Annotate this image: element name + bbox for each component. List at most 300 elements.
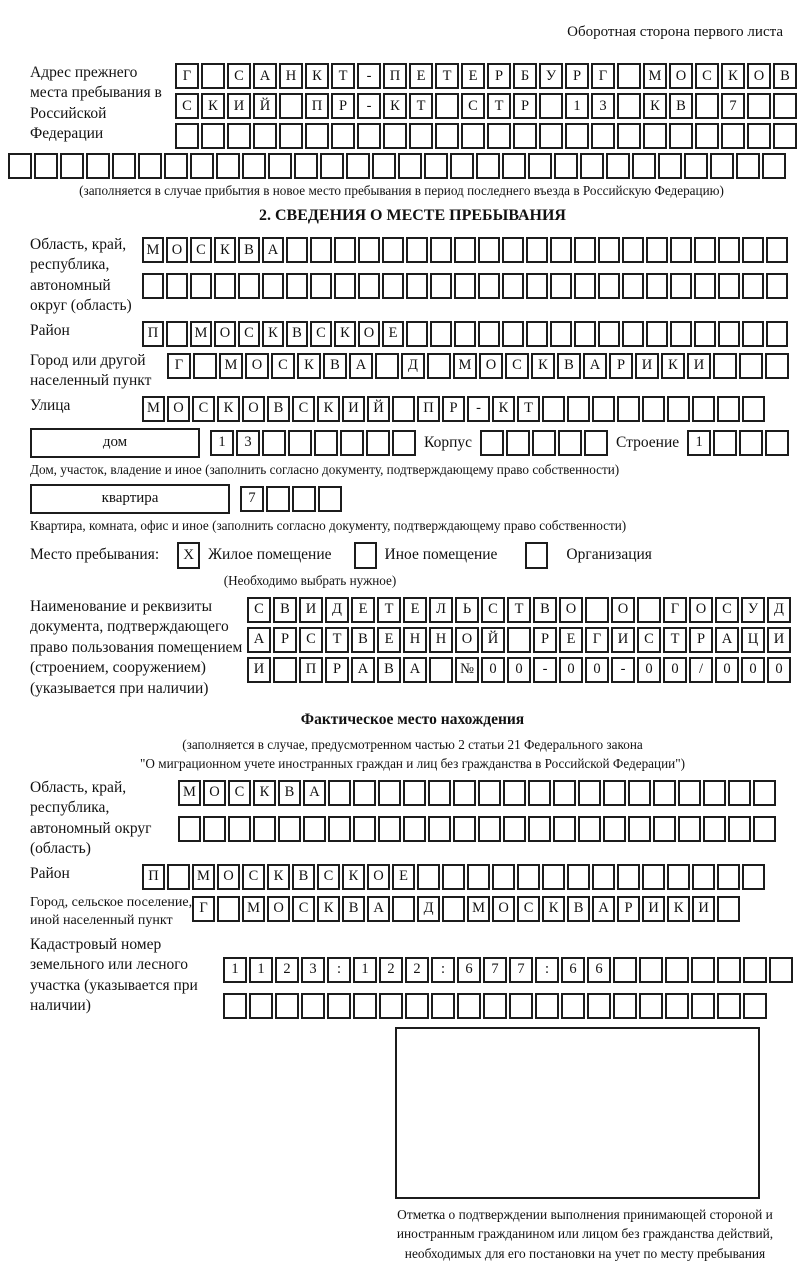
form-cell[interactable]: 7	[509, 957, 533, 983]
form-cell[interactable]: В	[342, 896, 365, 922]
form-cell[interactable]: И	[227, 93, 251, 119]
form-cell[interactable]	[728, 780, 751, 806]
form-cell[interactable]: К	[262, 321, 284, 347]
form-cell[interactable]: 6	[457, 957, 481, 983]
form-cell[interactable]	[478, 321, 500, 347]
form-cell[interactable]	[398, 153, 422, 179]
form-cell[interactable]: М	[192, 864, 215, 890]
form-cell[interactable]	[318, 486, 342, 512]
form-cell[interactable]	[379, 993, 403, 1019]
form-cell[interactable]: П	[417, 396, 440, 422]
form-cell[interactable]: А	[349, 353, 373, 379]
form-cell[interactable]	[353, 816, 376, 842]
form-cell[interactable]: №	[455, 657, 479, 683]
form-cell[interactable]: А	[303, 780, 326, 806]
form-cell[interactable]: -	[467, 396, 490, 422]
form-cell[interactable]	[214, 273, 236, 299]
form-cell[interactable]	[653, 780, 676, 806]
form-cell[interactable]	[632, 153, 656, 179]
form-cell[interactable]	[598, 237, 620, 263]
form-cell[interactable]	[305, 123, 329, 149]
form-cell[interactable]: Т	[507, 597, 531, 623]
form-cell[interactable]: К	[253, 780, 276, 806]
form-cell[interactable]: О	[167, 396, 190, 422]
form-cell[interactable]	[703, 780, 726, 806]
form-cell[interactable]: 7	[483, 957, 507, 983]
form-cell[interactable]: Е	[351, 597, 375, 623]
form-cell[interactable]: 2	[379, 957, 403, 983]
form-cell[interactable]	[766, 237, 788, 263]
form-cell[interactable]	[718, 273, 740, 299]
form-cell[interactable]: 7	[721, 93, 745, 119]
form-cell[interactable]	[392, 896, 415, 922]
form-cell[interactable]: Б	[513, 63, 537, 89]
form-cell[interactable]: К	[667, 896, 690, 922]
form-cell[interactable]	[526, 321, 548, 347]
form-cell[interactable]	[346, 153, 370, 179]
form-cell[interactable]	[717, 993, 741, 1019]
form-cell[interactable]: :	[535, 957, 559, 983]
form-cell[interactable]: Р	[689, 627, 713, 653]
form-cell[interactable]: Т	[377, 597, 401, 623]
form-cell[interactable]: К	[317, 396, 340, 422]
form-cell[interactable]: С	[461, 93, 485, 119]
form-cell[interactable]	[375, 353, 399, 379]
form-cell[interactable]	[392, 396, 415, 422]
form-cell[interactable]: В	[351, 627, 375, 653]
form-cell[interactable]	[403, 780, 426, 806]
form-cell[interactable]	[112, 153, 136, 179]
form-cell[interactable]: 0	[741, 657, 765, 683]
form-cell[interactable]	[717, 896, 740, 922]
form-cell[interactable]	[166, 273, 188, 299]
form-cell[interactable]	[503, 780, 526, 806]
form-cell[interactable]	[164, 153, 188, 179]
form-cell[interactable]	[628, 816, 651, 842]
form-cell[interactable]: Р	[513, 93, 537, 119]
form-cell[interactable]: О	[217, 864, 240, 890]
form-cell[interactable]: О	[455, 627, 479, 653]
form-cell[interactable]: Г	[663, 597, 687, 623]
form-cell[interactable]	[502, 273, 524, 299]
form-cell[interactable]: А	[715, 627, 739, 653]
form-cell[interactable]	[175, 123, 199, 149]
form-cell[interactable]: П	[305, 93, 329, 119]
form-cell[interactable]: -	[357, 63, 381, 89]
form-cell[interactable]	[405, 993, 429, 1019]
form-cell[interactable]	[303, 816, 326, 842]
form-cell[interactable]: С	[271, 353, 295, 379]
form-cell[interactable]	[358, 273, 380, 299]
form-cell[interactable]: 7	[240, 486, 264, 512]
form-cell[interactable]	[535, 993, 559, 1019]
form-cell[interactable]	[467, 864, 490, 890]
form-cell[interactable]	[765, 430, 789, 456]
form-cell[interactable]	[201, 63, 225, 89]
form-cell[interactable]	[773, 93, 797, 119]
form-cell[interactable]: Й	[253, 93, 277, 119]
form-cell[interactable]	[567, 864, 590, 890]
form-cell[interactable]	[667, 396, 690, 422]
form-cell[interactable]: Г	[175, 63, 199, 89]
form-cell[interactable]: С	[481, 597, 505, 623]
form-cell[interactable]	[742, 237, 764, 263]
form-cell[interactable]: С	[238, 321, 260, 347]
form-cell[interactable]	[435, 123, 459, 149]
form-cell[interactable]	[713, 430, 737, 456]
form-cell[interactable]: 2	[275, 957, 299, 983]
form-cell[interactable]	[765, 353, 789, 379]
form-cell[interactable]: С	[695, 63, 719, 89]
form-cell[interactable]: Т	[487, 93, 511, 119]
form-cell[interactable]: Т	[663, 627, 687, 653]
form-cell[interactable]: И	[692, 896, 715, 922]
form-cell[interactable]	[603, 816, 626, 842]
form-cell[interactable]	[509, 993, 533, 1019]
form-cell[interactable]: С	[505, 353, 529, 379]
form-cell[interactable]	[454, 321, 476, 347]
form-cell[interactable]: 0	[637, 657, 661, 683]
form-cell[interactable]	[478, 273, 500, 299]
form-cell[interactable]	[606, 153, 630, 179]
form-cell[interactable]: Т	[409, 93, 433, 119]
form-cell[interactable]	[742, 864, 765, 890]
form-cell[interactable]: С	[299, 627, 323, 653]
form-cell[interactable]: О	[689, 597, 713, 623]
form-cell[interactable]	[517, 864, 540, 890]
form-cell[interactable]	[301, 993, 325, 1019]
form-cell[interactable]: К	[267, 864, 290, 890]
form-cell[interactable]: В	[273, 597, 297, 623]
form-cell[interactable]: О	[611, 597, 635, 623]
form-cell[interactable]	[526, 273, 548, 299]
form-cell[interactable]: К	[383, 93, 407, 119]
form-cell[interactable]	[717, 864, 740, 890]
form-cell[interactable]	[334, 237, 356, 263]
form-cell[interactable]	[227, 123, 251, 149]
form-cell[interactable]	[292, 486, 316, 512]
form-cell[interactable]: П	[383, 63, 407, 89]
form-cell[interactable]	[340, 430, 364, 456]
form-cell[interactable]	[428, 816, 451, 842]
form-cell[interactable]	[617, 93, 641, 119]
form-cell[interactable]	[766, 321, 788, 347]
form-cell[interactable]: М	[242, 896, 265, 922]
form-cell[interactable]	[167, 864, 190, 890]
form-cell[interactable]: К	[214, 237, 236, 263]
form-cell[interactable]: М	[142, 237, 164, 263]
form-cell[interactable]	[532, 430, 556, 456]
form-cell[interactable]: К	[305, 63, 329, 89]
form-cell[interactable]	[358, 237, 380, 263]
form-cell[interactable]	[442, 896, 465, 922]
form-cell[interactable]: 0	[767, 657, 791, 683]
form-cell[interactable]: А	[351, 657, 375, 683]
form-cell[interactable]	[483, 993, 507, 1019]
form-cell[interactable]	[513, 123, 537, 149]
form-cell[interactable]	[266, 486, 290, 512]
form-cell[interactable]: Н	[403, 627, 427, 653]
form-cell[interactable]: В	[286, 321, 308, 347]
form-cell[interactable]: И	[611, 627, 635, 653]
form-cell[interactable]	[550, 237, 572, 263]
form-cell[interactable]	[678, 780, 701, 806]
form-cell[interactable]	[424, 153, 448, 179]
form-cell[interactable]	[717, 396, 740, 422]
form-cell[interactable]	[526, 237, 548, 263]
form-cell[interactable]	[743, 957, 767, 983]
form-cell[interactable]	[617, 864, 640, 890]
form-cell[interactable]	[553, 816, 576, 842]
form-cell[interactable]: Р	[617, 896, 640, 922]
form-cell[interactable]: Р	[609, 353, 633, 379]
form-cell[interactable]	[409, 123, 433, 149]
form-cell[interactable]: 3	[591, 93, 615, 119]
form-cell[interactable]: -	[533, 657, 557, 683]
form-cell[interactable]: Й	[367, 396, 390, 422]
form-cell[interactable]	[584, 430, 608, 456]
form-cell[interactable]: Й	[481, 627, 505, 653]
form-cell[interactable]: М	[643, 63, 667, 89]
form-cell[interactable]: К	[334, 321, 356, 347]
form-cell[interactable]: В	[773, 63, 797, 89]
form-cell[interactable]	[739, 353, 763, 379]
form-cell[interactable]: 0	[585, 657, 609, 683]
form-cell[interactable]: О	[492, 896, 515, 922]
form-cell[interactable]	[453, 780, 476, 806]
form-cell[interactable]	[242, 153, 266, 179]
form-cell[interactable]: У	[741, 597, 765, 623]
form-cell[interactable]: О	[214, 321, 236, 347]
form-cell[interactable]	[539, 93, 563, 119]
form-cell[interactable]: К	[317, 896, 340, 922]
form-cell[interactable]: Е	[461, 63, 485, 89]
form-cell[interactable]	[637, 597, 661, 623]
form-cell[interactable]	[378, 816, 401, 842]
form-cell[interactable]	[692, 396, 715, 422]
form-cell[interactable]: О	[166, 237, 188, 263]
form-cell[interactable]: Г	[192, 896, 215, 922]
form-cell[interactable]	[667, 864, 690, 890]
form-cell[interactable]: В	[267, 396, 290, 422]
form-cell[interactable]	[353, 780, 376, 806]
form-cell[interactable]: С	[310, 321, 332, 347]
form-cell[interactable]	[642, 864, 665, 890]
form-cell[interactable]: М	[142, 396, 165, 422]
form-cell[interactable]	[622, 237, 644, 263]
form-cell[interactable]: А	[367, 896, 390, 922]
form-cell[interactable]	[286, 273, 308, 299]
form-cell[interactable]	[691, 957, 715, 983]
form-cell[interactable]: Г	[591, 63, 615, 89]
form-cell[interactable]: Т	[325, 627, 349, 653]
form-cell[interactable]: Р	[533, 627, 557, 653]
form-cell[interactable]	[766, 273, 788, 299]
form-cell[interactable]: Р	[442, 396, 465, 422]
form-cell[interactable]	[617, 396, 640, 422]
form-cell[interactable]	[658, 153, 682, 179]
form-cell[interactable]	[454, 273, 476, 299]
form-cell[interactable]	[378, 780, 401, 806]
form-cell[interactable]	[278, 816, 301, 842]
form-cell[interactable]	[718, 321, 740, 347]
form-cell[interactable]	[561, 993, 585, 1019]
form-cell[interactable]: О	[203, 780, 226, 806]
form-cell[interactable]	[461, 123, 485, 149]
form-cell[interactable]	[430, 321, 452, 347]
form-cell[interactable]: В	[292, 864, 315, 890]
form-cell[interactable]	[310, 273, 332, 299]
form-cell[interactable]: 6	[587, 957, 611, 983]
form-cell[interactable]: А	[592, 896, 615, 922]
form-cell[interactable]	[753, 780, 776, 806]
form-cell[interactable]	[320, 153, 344, 179]
form-cell[interactable]: Н	[279, 63, 303, 89]
form-cell[interactable]	[201, 123, 225, 149]
form-cell[interactable]	[372, 153, 396, 179]
form-cell[interactable]	[578, 816, 601, 842]
form-cell[interactable]	[507, 627, 531, 653]
form-cell[interactable]	[492, 864, 515, 890]
form-cell[interactable]: А	[262, 237, 284, 263]
form-cell[interactable]: /	[689, 657, 713, 683]
checkbox-inoe-pomeshchenie[interactable]	[354, 542, 377, 569]
form-cell[interactable]	[665, 957, 689, 983]
form-cell[interactable]: М	[190, 321, 212, 347]
form-cell[interactable]: 1	[565, 93, 589, 119]
form-cell[interactable]: 0	[507, 657, 531, 683]
form-cell[interactable]	[429, 657, 453, 683]
form-cell[interactable]	[273, 657, 297, 683]
form-cell[interactable]	[382, 237, 404, 263]
form-cell[interactable]	[553, 780, 576, 806]
form-cell[interactable]	[565, 123, 589, 149]
form-cell[interactable]: С	[292, 896, 315, 922]
form-cell[interactable]	[670, 321, 692, 347]
form-cell[interactable]	[598, 321, 620, 347]
form-cell[interactable]	[478, 237, 500, 263]
form-cell[interactable]	[430, 273, 452, 299]
form-cell[interactable]	[428, 780, 451, 806]
form-cell[interactable]	[190, 153, 214, 179]
form-cell[interactable]	[691, 993, 715, 1019]
form-cell[interactable]: 6	[561, 957, 585, 983]
form-cell[interactable]	[692, 864, 715, 890]
form-cell[interactable]: О	[367, 864, 390, 890]
form-cell[interactable]	[587, 993, 611, 1019]
form-cell[interactable]	[457, 993, 481, 1019]
form-cell[interactable]	[478, 816, 501, 842]
form-cell[interactable]: 0	[481, 657, 505, 683]
form-cell[interactable]	[217, 896, 240, 922]
form-cell[interactable]	[216, 153, 240, 179]
form-cell[interactable]: П	[299, 657, 323, 683]
form-cell[interactable]: В	[238, 237, 260, 263]
form-cell[interactable]	[580, 153, 604, 179]
form-cell[interactable]	[502, 153, 526, 179]
form-cell[interactable]	[286, 237, 308, 263]
form-cell[interactable]: К	[217, 396, 240, 422]
form-cell[interactable]	[743, 993, 767, 1019]
form-cell[interactable]: Р	[331, 93, 355, 119]
form-cell[interactable]	[694, 237, 716, 263]
form-cell[interactable]	[454, 237, 476, 263]
form-cell[interactable]: С	[637, 627, 661, 653]
form-cell[interactable]	[574, 273, 596, 299]
form-cell[interactable]	[603, 780, 626, 806]
form-cell[interactable]: С	[715, 597, 739, 623]
form-cell[interactable]: С	[227, 63, 251, 89]
form-cell[interactable]	[417, 864, 440, 890]
form-cell[interactable]	[695, 123, 719, 149]
form-cell[interactable]	[528, 153, 552, 179]
form-cell[interactable]	[487, 123, 511, 149]
form-cell[interactable]	[613, 993, 637, 1019]
form-cell[interactable]	[435, 93, 459, 119]
form-cell[interactable]: О	[267, 896, 290, 922]
form-cell[interactable]	[578, 780, 601, 806]
form-cell[interactable]: И	[247, 657, 271, 683]
form-cell[interactable]: О	[669, 63, 693, 89]
form-cell[interactable]: Т	[517, 396, 540, 422]
form-cell[interactable]: М	[453, 353, 477, 379]
form-cell[interactable]: О	[358, 321, 380, 347]
form-cell[interactable]	[773, 123, 797, 149]
form-cell[interactable]: -	[357, 93, 381, 119]
form-cell[interactable]	[739, 430, 763, 456]
form-cell[interactable]: Г	[167, 353, 191, 379]
form-cell[interactable]	[190, 273, 212, 299]
form-cell[interactable]	[598, 273, 620, 299]
form-cell[interactable]	[622, 321, 644, 347]
form-cell[interactable]	[331, 123, 355, 149]
form-cell[interactable]	[478, 780, 501, 806]
form-cell[interactable]	[502, 321, 524, 347]
form-cell[interactable]	[713, 353, 737, 379]
form-cell[interactable]	[574, 237, 596, 263]
form-cell[interactable]	[249, 993, 273, 1019]
form-cell[interactable]	[86, 153, 110, 179]
form-cell[interactable]: Р	[565, 63, 589, 89]
form-cell[interactable]	[279, 123, 303, 149]
form-cell[interactable]: В	[567, 896, 590, 922]
form-cell[interactable]	[695, 93, 719, 119]
form-cell[interactable]	[717, 957, 741, 983]
form-cell[interactable]	[406, 237, 428, 263]
form-cell[interactable]	[670, 237, 692, 263]
form-cell[interactable]	[613, 957, 637, 983]
form-cell[interactable]	[310, 237, 332, 263]
form-cell[interactable]	[503, 816, 526, 842]
form-cell[interactable]: О	[479, 353, 503, 379]
form-cell[interactable]	[279, 93, 303, 119]
form-cell[interactable]	[665, 993, 689, 1019]
form-cell[interactable]	[747, 93, 771, 119]
form-cell[interactable]	[193, 353, 217, 379]
form-cell[interactable]	[762, 153, 786, 179]
form-cell[interactable]: П	[142, 864, 165, 890]
form-cell[interactable]: 1	[249, 957, 273, 983]
form-cell[interactable]: С	[317, 864, 340, 890]
form-cell[interactable]: К	[492, 396, 515, 422]
form-cell[interactable]	[262, 430, 286, 456]
form-cell[interactable]: Р	[273, 627, 297, 653]
form-cell[interactable]: Т	[331, 63, 355, 89]
form-cell[interactable]: К	[542, 896, 565, 922]
form-cell[interactable]	[622, 273, 644, 299]
form-cell[interactable]: Ь	[455, 597, 479, 623]
form-cell[interactable]: В	[533, 597, 557, 623]
